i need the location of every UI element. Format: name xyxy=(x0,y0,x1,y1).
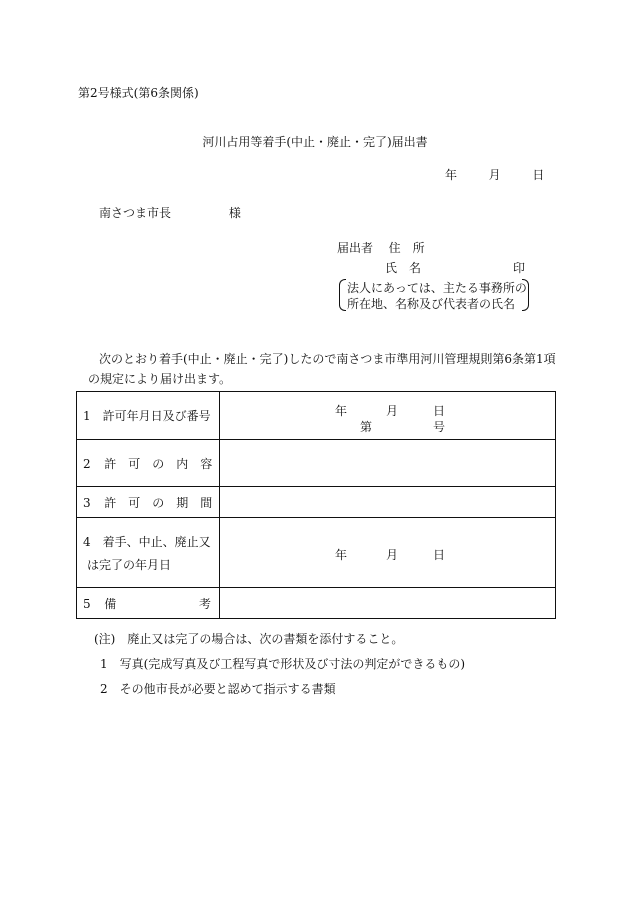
corporate-note-line1: 法人にあっては、主たる事務所の xyxy=(347,281,527,295)
body-text-line1: 次のとおり着手(中止・廃止・完了)したので南さつま市準用河川管理規則第6条第1項 xyxy=(99,352,556,366)
remarks-value[interactable] xyxy=(220,588,556,619)
seal-mark: 印 xyxy=(513,261,526,275)
permit-date-value[interactable] xyxy=(220,392,556,440)
row-number: 5 xyxy=(83,596,91,611)
document-title: 河川占用等着手(中止・廃止・完了)届出書 xyxy=(202,135,428,149)
table-row-remarks xyxy=(77,588,556,619)
addressee xyxy=(99,204,241,221)
date-year: 年 xyxy=(445,168,458,182)
table-row-action-date xyxy=(77,518,556,588)
form-table xyxy=(76,391,556,619)
action-day: 日 xyxy=(433,548,446,562)
bracket-left xyxy=(339,279,346,311)
permit-content-value[interactable] xyxy=(220,440,556,487)
note-heading: (注) 廃止又は完了の場合は、次の書類を添付すること。 xyxy=(94,632,404,646)
corporate-note-bracket xyxy=(339,279,529,311)
permit-period-value[interactable] xyxy=(220,487,556,518)
date-line xyxy=(445,166,544,183)
row-number: 3 xyxy=(83,495,91,510)
table-row-permit-content xyxy=(77,440,556,487)
action-month: 月 xyxy=(386,548,399,562)
remarks-label xyxy=(77,588,220,619)
note-item-2: 2 その他市長が必要と認めて指示する書類 xyxy=(100,682,336,696)
bracket-right xyxy=(522,279,529,311)
row-label-text: 許 可 の 期 間 xyxy=(104,495,213,510)
permit-date-label: 1 許可年月日及び番号 xyxy=(77,392,220,440)
action-date-value[interactable] xyxy=(220,518,556,588)
remarks-label-b: 考 xyxy=(198,596,211,611)
table-row-permit-date xyxy=(77,392,556,440)
permit-content-label xyxy=(77,440,220,487)
date-day: 日 xyxy=(532,168,545,182)
addressee-honorific: 様 xyxy=(228,206,241,220)
action-year: 年 xyxy=(335,548,348,562)
body-text-line2: の規定により届け出ます。 xyxy=(88,372,232,386)
corporate-note-line2: 所在地、名称及び代表者の氏名 xyxy=(347,297,516,311)
table-row-permit-period xyxy=(77,487,556,518)
row-number: 2 xyxy=(83,456,91,471)
action-date-label-line2: は完了の年月日 xyxy=(87,557,172,572)
note-item-1: 1 写真(完成写真及び工程写真で形状及び寸法の判定ができるもの) xyxy=(100,657,466,671)
name-label: 氏 名 xyxy=(385,261,422,275)
date-month: 月 xyxy=(488,168,501,182)
row-label-text: 許 可 の 内 容 xyxy=(104,456,213,471)
action-date-label-line1: 4 着手、中止、廃止又 xyxy=(83,534,211,549)
submitter-label: 届出者 xyxy=(337,241,374,255)
permit-year: 年 xyxy=(335,404,348,418)
address-label: 住 所 xyxy=(388,241,425,255)
form-number-label: 第2号様式(第6条関係) xyxy=(78,86,199,100)
permit-period-label xyxy=(77,487,220,518)
permit-no-suffix: 号 xyxy=(433,420,446,434)
remarks-label-a: 備 xyxy=(104,596,117,611)
permit-no-prefix: 第 xyxy=(360,420,373,434)
submitter-address-row xyxy=(337,239,425,256)
addressee-name: 南さつま市長 xyxy=(99,206,172,220)
permit-day: 日 xyxy=(433,404,446,418)
action-date-label xyxy=(77,518,220,588)
permit-month: 月 xyxy=(386,404,399,418)
